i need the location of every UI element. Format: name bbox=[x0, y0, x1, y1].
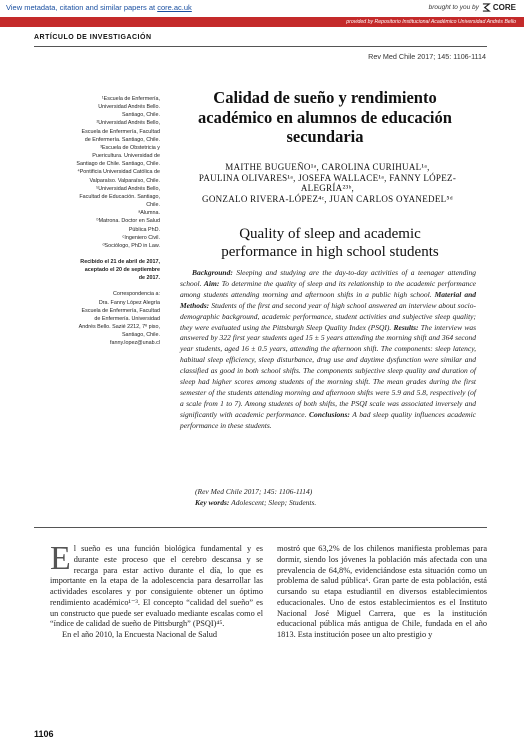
affiliation-line: Puericultura. Universidad de bbox=[92, 153, 160, 160]
results-text: The interview was answered by 322 first year students aged 15 ± 5 years attending the morning shift and 364 second year students, aged 16 ± 0.5 years, attending the afternoon shift. The components: sleep latency, habitual sleep efficiency, sleep disturbance, drug use and daytime dysfunction were similar and classified as good in both school shifts. The components subjective sleep quality and duration of sleep had higher scores among students of the morning shift. The mean grades during the first semester of the students attending morning and afternoon shifts were 5.9 and 5.8, respectively (of a scale from 1 to 7). Among students of both shifts, the PSQI scale was associated inversely and significantly with academic performance. bbox=[180, 322, 476, 419]
provided-by-text[interactable]: provided by Repositorio Institucional Académico Universidad Andrés Bello bbox=[346, 18, 516, 25]
core-logo-icon[interactable] bbox=[482, 3, 516, 12]
drop-cap: E bbox=[50, 540, 71, 577]
keywords-text: Adolescent; Sleep; Students. bbox=[229, 498, 317, 507]
affiliation-line: de Enfermería. Santiago, Chile. bbox=[84, 136, 160, 143]
affiliation-line: Santiago de Chile. Santiago, Chile. bbox=[76, 161, 160, 168]
body-column-right bbox=[277, 544, 487, 641]
affiliation-line: Facultad de Educación. Santiago, bbox=[79, 193, 160, 200]
affiliation-line: Valparaíso. Valparaíso, Chile. bbox=[89, 177, 160, 184]
correspondence-line: Santiago, Chile. bbox=[121, 332, 160, 339]
received-dates bbox=[50, 258, 160, 282]
body-paragraph: l sueño es una función biológica fundamental y es durante este proceso que el cerebro descansa y se recarga para estar activo durante el día, lo que es importante en la etapa de la adolescencia para desarrollar las actividades escolares y por consiguiente obtener un óptimo rendimiento académico¹⁻³. El concepto “calidad del sueño” es un constructo que puede ser evaluado mediante escalas como el “índice de calidad de sueño de Pittsburgh” (PSQI)⁴⁵. bbox=[50, 544, 263, 629]
affiliation-line: ⁴Pontificia Universidad Católica de bbox=[77, 169, 160, 176]
page-number: 1106 bbox=[34, 729, 54, 739]
affiliation-line: Santiago, Chile. bbox=[121, 112, 160, 119]
body-paragraph: mostró que 63,2% de los chilenos manifiesta problemas para dormir, siendo los jóvenes la población más afectada con una prevalencia de 64,8%, evidenciándose esta situación como un problema de salud pública⁶. Gran parte de esta población, está cursando su etapa estudiantil en diversos establecimientos educacionales. Uno de estos establecimientos es el Instituto Nacional José Miguel Carrera, que es la institución educacional pública más antigua de Chile, fundada en el año 1813. Esta institución posee un alto prestigio y bbox=[277, 544, 487, 639]
conclusions-text: A bad sleep quality influences academic performance in these students. bbox=[180, 409, 476, 430]
body-column-left bbox=[50, 540, 263, 641]
author-line: PAULINA OLIVARES¹ᵃ, JOSEFA WALLACE¹ᵃ, FANNY LÓPEZ-ALEGRÍA²³ᵇ, bbox=[198, 172, 457, 194]
core-site-link[interactable]: core.ac.uk bbox=[157, 3, 192, 12]
correspondence-line: de Enfermería. Universidad bbox=[94, 315, 160, 322]
conclusions-label: Conclusions: bbox=[309, 409, 350, 419]
background-label: Background: bbox=[192, 268, 233, 277]
keywords bbox=[195, 498, 316, 507]
author-list bbox=[180, 162, 475, 204]
received-line: aceptado el 20 de septiembre bbox=[84, 267, 160, 274]
methods-label: Material and Methods: bbox=[180, 289, 477, 310]
affiliations-column bbox=[50, 95, 160, 348]
affiliation-line: ᶜIngeniero Civil. bbox=[122, 234, 160, 241]
core-brought-by bbox=[429, 3, 516, 12]
affiliation-line: ³Escuela de Obstetricia y bbox=[100, 144, 160, 151]
core-metadata-link[interactable]: View metadata, citation and similar papers at core.ac.uk bbox=[6, 3, 192, 12]
top-divider bbox=[34, 46, 487, 47]
author-line: GONZALO RIVERA-LÓPEZ⁴ᶜ, JUAN CARLOS OYANEDEL⁵ᵈ bbox=[202, 193, 453, 204]
affiliation-line: ²Universidad Andrés Bello, bbox=[96, 120, 160, 127]
english-title: Quality of sleep and academic performance in high school students bbox=[221, 226, 439, 260]
abstract bbox=[180, 268, 476, 432]
affiliation-line: ⁵Universidad Andrés Bello, bbox=[96, 185, 160, 192]
abstract-citation: (Rev Med Chile 2017; 145: 1106-1114) bbox=[195, 487, 313, 496]
affiliation-list bbox=[50, 95, 160, 250]
results-label: Results: bbox=[393, 322, 419, 332]
keywords-label: Key words: bbox=[195, 498, 230, 507]
affiliation-line: ᵃAlumna. bbox=[138, 210, 160, 217]
brought-by-text: brought to you by bbox=[428, 4, 479, 11]
article-title: Calidad de sueño y rendimiento académico en alumnos de educación secundaria bbox=[198, 88, 452, 146]
abstract-divider bbox=[34, 527, 487, 528]
correspondence-line: Correspondencia a: bbox=[112, 291, 160, 298]
journal-reference: Rev Med Chile 2017; 145: 1106-1114 bbox=[368, 52, 486, 61]
correspondence-line: Andrés Bello. Sazié 2212, 7º piso, bbox=[78, 324, 160, 331]
methods-text: Students of the first and second year of high school answered an interview about socio-demographic background, academic performance, student activities and subjective sleep quality; they were evaluated using the Pittsburgh Sleep Quality Index (PSQI). bbox=[180, 300, 476, 332]
background-text: Sleeping and studying are the day-to-day activities of a teenager attending school. bbox=[180, 268, 476, 288]
correspondence-line: Dra. Fanny López Alegría bbox=[98, 299, 160, 306]
affiliation-line: Chile. bbox=[146, 202, 160, 209]
affiliation-line: Pública PhD. bbox=[128, 226, 160, 233]
correspondence-line: fanny.lopez@unab.cl bbox=[109, 340, 160, 347]
affiliation-line: ᵇMatrona. Doctor en Salud bbox=[96, 218, 160, 225]
correspondence-block bbox=[50, 290, 160, 347]
affiliation-line: Universidad Andrés Bello. bbox=[98, 104, 160, 111]
section-label: ARTÍCULO DE INVESTIGACIÓN bbox=[34, 34, 152, 41]
received-line: de 2017. bbox=[138, 275, 160, 282]
correspondence-line: Escuela de Enfermería, Facultad bbox=[81, 307, 160, 314]
received-line: Recibido el 21 de abril de 2017, bbox=[80, 258, 160, 265]
affiliation-line: ¹Escuela de Enfermería, bbox=[101, 96, 160, 102]
core-logo-text: CORE bbox=[492, 3, 516, 12]
body-paragraph: En el año 2010, la Encuesta Nacional de Salud bbox=[62, 630, 218, 639]
affiliation-line: ᵈSociólogo, PhD in Law. bbox=[102, 242, 160, 249]
aim-text: To determine the quality of sleep and its relationship to the academic performance among students attending morning and afternoon shifts in a public high school. bbox=[180, 278, 476, 299]
author-line: MAITHE BUGUEÑO¹ᵃ, CAROLINA CURIHUAL¹ᵃ, bbox=[225, 162, 430, 172]
affiliation-line: Escuela de Enfermería, Facultad bbox=[81, 128, 160, 135]
aim-label: Aim: bbox=[203, 278, 220, 288]
